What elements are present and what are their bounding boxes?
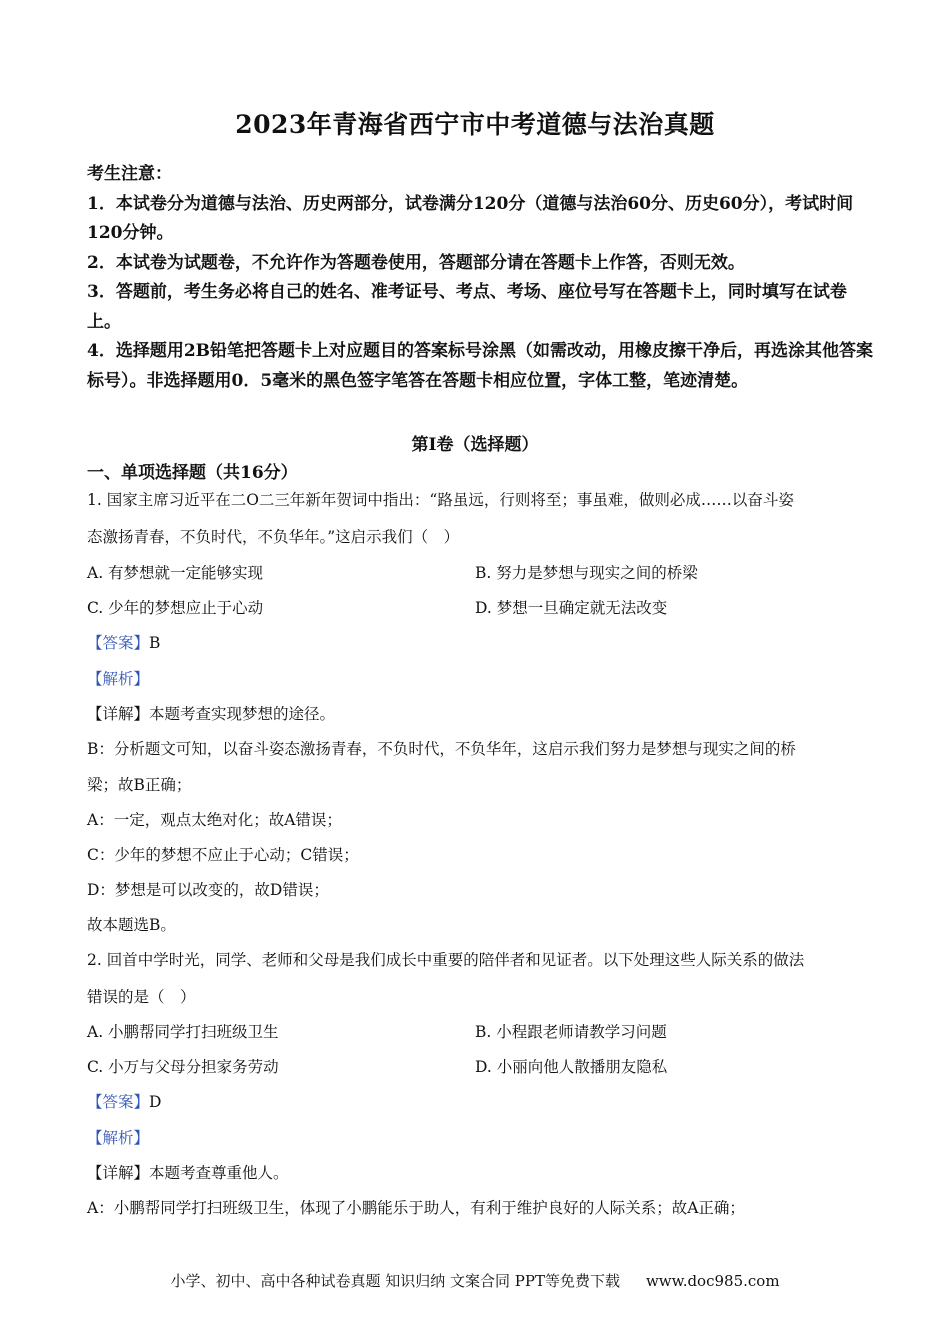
question-2-stem: 2. 回首中学时光，同学、老师和父母是我们成长中重要的陪伴者和见证者。以下处理这些人际关系的做法: [87, 951, 805, 969]
detail-text: 本题考查尊重他人。: [149, 1164, 289, 1182]
section-title: 第Ⅰ卷（选择题）: [411, 435, 539, 455]
footer-text: 小学、初中、高中各种试卷真题 知识归纳 文案合同 PPT等免费下载: [170, 1272, 620, 1290]
exam-notice: [87, 160, 877, 396]
answer-value: B: [149, 634, 161, 652]
analysis-tag: 【解析】: [87, 670, 150, 688]
footer-link[interactable]: www.doc985.com: [645, 1272, 780, 1290]
q2-explanation-line: A：小鹏帮同学打扫班级卫生，体现了小鹏能乐于助人，有利于维护良好的人际关系；故A正确；: [87, 1199, 745, 1217]
q1-option-c: C. 少年的梦想应止于心动: [87, 599, 264, 617]
q1-explanation-line: A：一定，观点太绝对化；故A错误；: [87, 811, 342, 829]
analysis-tag: 【解析】: [87, 1129, 150, 1147]
notice-item: 1．本试卷分为道德与法治、历史两部分，试卷满分120分（道德与法治60分、历史60分），考试时间120分钟。: [87, 193, 854, 243]
q1-explanation-line: D：梦想是可以改变的，故D错误；: [87, 881, 329, 899]
q2-option-a: A. 小鹏帮同学打扫班级卫生: [87, 1023, 279, 1041]
q1-explanation-line: 故本题选B。: [87, 916, 176, 934]
notice-item: 4．选择题用2B铅笔把答题卡上对应题目的答案标号涂黑（如需改动，用橡皮擦干净后，再选涂其他答案标号）。非选择题用0．5毫米的黑色签字笔答在答题卡相应位置，字体工整，笔迹清楚。: [87, 341, 874, 391]
q1-explanation-line: 梁；故B正确；: [87, 776, 192, 794]
part-title: 一、单项选择题（共16分）: [87, 463, 298, 483]
notice-item: 2．本试卷为试题卷，不允许作为答题卷使用，答题部分请在答题卡上作答，否则无效。: [87, 252, 745, 273]
answer-tag: 【答案】: [87, 634, 150, 652]
detail-tag: 【详解】: [87, 1164, 150, 1182]
q1-explanation-line: C：少年的梦想不应止于心动；C错误；: [87, 846, 359, 864]
notice-item: 3．答题前，考生务必将自己的姓名、准考证号、考点、考场、座位号写在答题卡上，同时填写在试卷上。: [87, 282, 847, 332]
q2-option-d: D. 小丽向他人散播朋友隐私: [475, 1058, 668, 1076]
question-2-stem-cont: 错误的是（ ）: [87, 988, 196, 1006]
q2-option-b: B. 小程跟老师请教学习问题: [475, 1023, 667, 1041]
question-1-stem: 1. 国家主席习近平在二O二三年新年贺词中指出：“路虽远，行则将至；事虽难，做则必成……以奋斗姿: [87, 491, 794, 509]
q2-analysis: [87, 1126, 867, 1148]
answer-value: D: [149, 1093, 162, 1111]
q1-option-d: D. 梦想一旦确定就无法改变: [475, 599, 668, 617]
answer-tag: 【答案】: [87, 1093, 150, 1111]
q1-option-a: A. 有梦想就一定能够实现: [87, 564, 264, 582]
q2-answer: [87, 1090, 867, 1112]
question-1-stem-cont: 态激扬青春，不负时代，不负华年。”这启示我们（ ）: [87, 528, 460, 546]
q2-option-c: C. 小万与父母分担家务劳动: [87, 1058, 279, 1076]
detail-tag: 【详解】: [87, 705, 150, 723]
q1-detail: [87, 702, 867, 724]
q1-answer: [87, 631, 867, 653]
q1-analysis: [87, 667, 867, 689]
q2-detail: [87, 1161, 867, 1183]
q1-explanation-line: B：分析题文可知，以奋斗姿态激扬青春，不负时代，不负华年，这启示我们努力是梦想与现实之间的桥: [87, 740, 796, 758]
q1-option-b: B. 努力是梦想与现实之间的桥梁: [475, 564, 698, 582]
notice-heading: 考生注意：: [87, 164, 172, 184]
page-footer: [0, 1270, 950, 1291]
detail-text: 本题考查实现梦想的途径。: [149, 705, 336, 723]
page-title: 2023年青海省西宁市中考道德与法治真题: [235, 110, 715, 139]
